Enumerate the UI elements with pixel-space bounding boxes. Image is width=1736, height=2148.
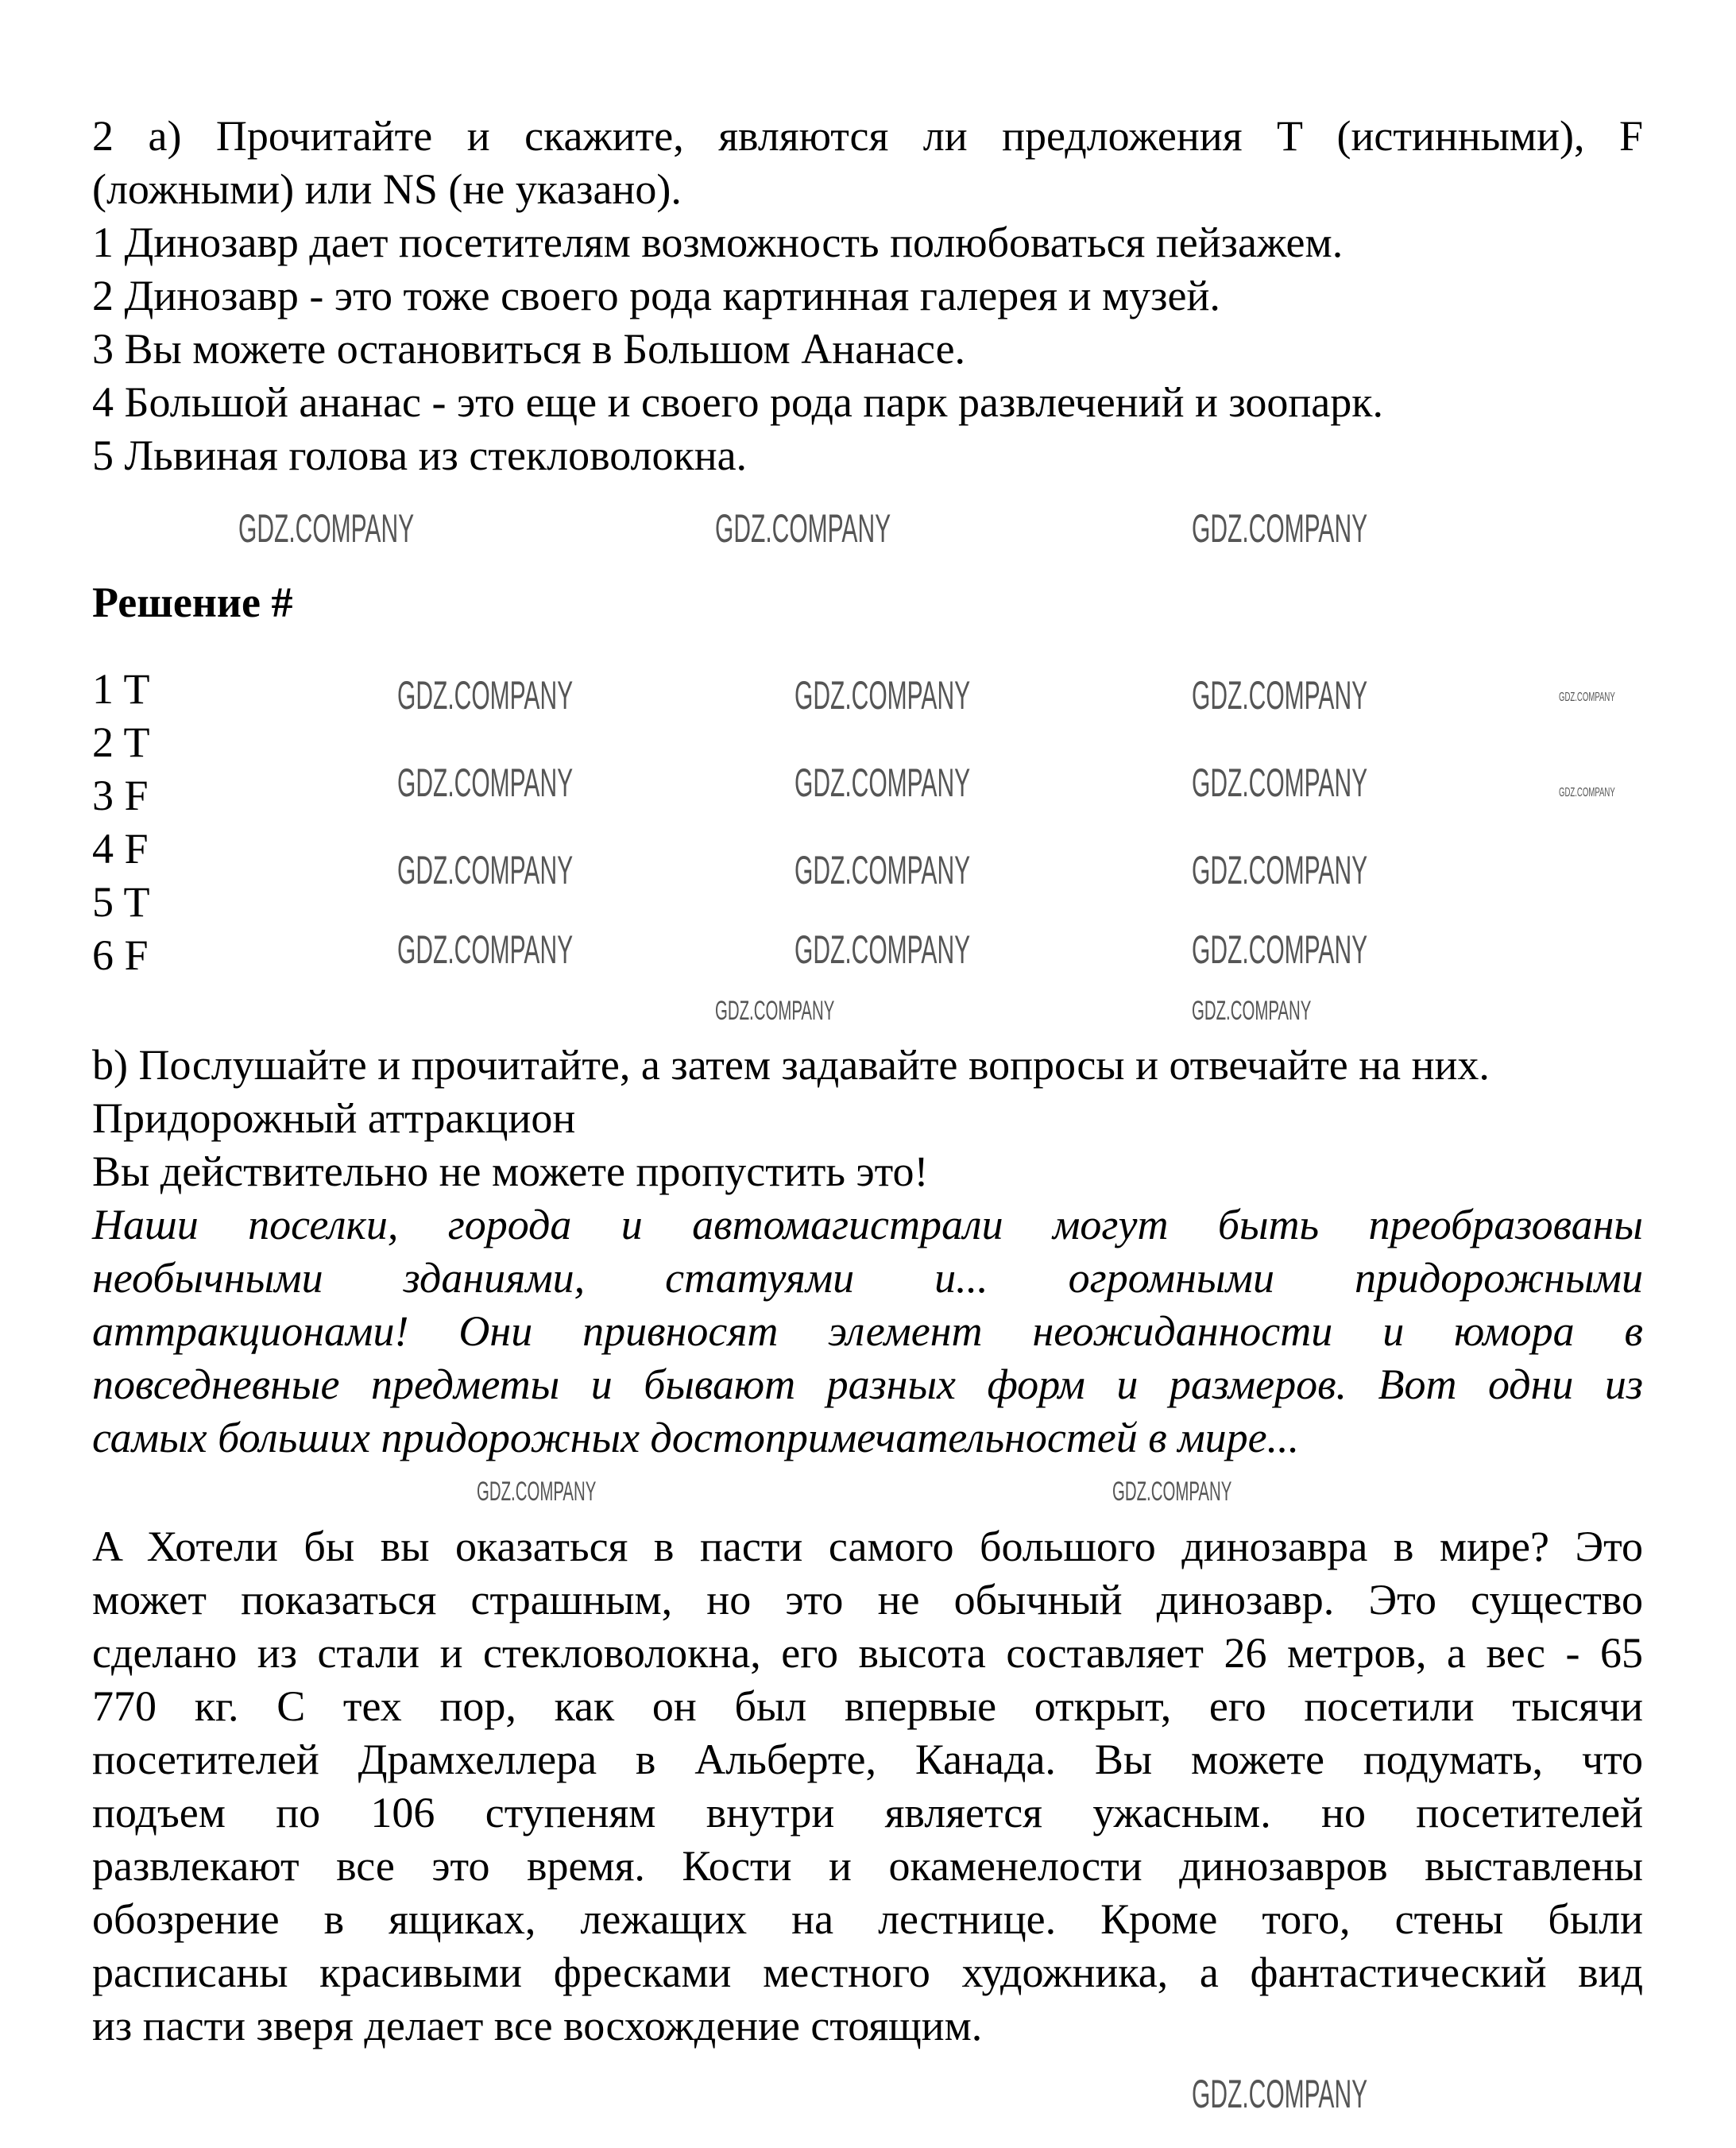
paragraph-line: из пасти зверя делает все восхождение стоящим. xyxy=(92,2002,983,2049)
paragraph-line: 770 кг. С тех пор, как он был впервые открыт, его посетили тысячи xyxy=(92,1682,1643,1730)
statement: 3 Вы можете остановиться в Большом Ананасе. xyxy=(92,325,966,373)
paragraph-line: посетителей Драмхеллера в Альберте, Канада. Вы можете подумать, что xyxy=(92,1736,1643,1783)
statement: 1 Динозавр дает посетителям возможность полюбоваться пейзажем. xyxy=(92,219,1344,266)
answer: 1 T xyxy=(92,665,150,713)
article-intro-line: самых больших придорожных достопримечательностей в мире... xyxy=(92,1414,1300,1461)
article-intro-line: Наши поселки, города и автомагистрали могут быть преобразованы xyxy=(92,1201,1643,1248)
watermark: GDZ.COMPANY xyxy=(1559,691,1615,704)
article-subtitle: Вы действительно не можете пропустить это! xyxy=(92,1148,929,1195)
watermark: GDZ.COMPANY xyxy=(795,848,971,892)
answer: 6 F xyxy=(92,931,149,979)
watermark: GDZ.COMPANY xyxy=(477,1477,597,1507)
watermark: GDZ.COMPANY xyxy=(1112,1477,1232,1507)
paragraph-line: расписаны красивыми фресками местного художника, а фантастический вид xyxy=(92,1949,1643,1996)
watermark: GDZ.COMPANY xyxy=(1192,673,1368,718)
paragraph-line: подъем по 106 ступеням внутри является ужасным. но посетителей xyxy=(92,1789,1643,1836)
watermark: GDZ.COMPANY xyxy=(397,927,574,972)
paragraph-a xyxy=(92,1520,1643,2053)
watermark: GDZ.COMPANY xyxy=(795,927,971,972)
paragraph-line: обозрение в ящиках, лежащих на лестнице. Кроме того, стены были xyxy=(92,1895,1643,1943)
article-intro-line: повседневные предметы и бывают разных форм и размеров. Вот одни из xyxy=(92,1360,1643,1408)
watermark: GDZ.COMPANY xyxy=(1559,786,1615,799)
watermark: GDZ.COMPANY xyxy=(1192,996,1312,1026)
task-a xyxy=(92,110,1643,482)
watermark: GDZ.COMPANY xyxy=(1192,761,1368,805)
watermark: GDZ.COMPANY xyxy=(795,761,971,805)
watermark: GDZ.COMPANY xyxy=(238,506,415,551)
paragraph-line: A Хотели бы вы оказаться в пасти самого большого динозавра в мире? Это xyxy=(92,1523,1643,1570)
statement: 5 Львиная голова из стекловолокна. xyxy=(92,432,748,479)
watermark: GDZ.COMPANY xyxy=(397,761,574,805)
statement: 2 Динозавр - это тоже своего рода картинная галерея и музей. xyxy=(92,272,1220,319)
task-a-intro-line: 2 a) Прочитайте и скажите, являются ли предложения T (истинными), F xyxy=(92,112,1643,160)
answer: 5 T xyxy=(92,878,150,926)
watermark: GDZ.COMPANY xyxy=(1192,506,1368,551)
paragraph-line: развлекают все это время. Кости и окаменелости динозавров выставлены xyxy=(92,1842,1643,1890)
watermark: GDZ.COMPANY xyxy=(795,673,971,718)
watermark: GDZ.COMPANY xyxy=(397,848,574,892)
paragraph-line: может показаться страшным, но это не обычный динозавр. Это существо xyxy=(92,1576,1643,1624)
article-intro-line: необычными зданиями, статуями и... огромными придорожными xyxy=(92,1254,1643,1302)
answer-list xyxy=(92,663,150,982)
article-title: Придорожный аттракцион xyxy=(92,1094,576,1142)
article-intro-line: аттракционами! Они привносят элемент неожиданности и юмора в xyxy=(92,1307,1643,1355)
watermark: GDZ.COMPANY xyxy=(1192,2072,1368,2116)
solution-heading: Решение # xyxy=(92,579,293,626)
watermark: GDZ.COMPANY xyxy=(715,996,835,1026)
watermark: GDZ.COMPANY xyxy=(397,673,574,718)
watermark: GDZ.COMPANY xyxy=(715,506,891,551)
answer: 2 T xyxy=(92,718,150,766)
task-a-intro-line: (ложными) или NS (не указано). xyxy=(92,165,682,213)
watermark: GDZ.COMPANY xyxy=(1192,927,1368,972)
watermark: GDZ.COMPANY xyxy=(1192,848,1368,892)
answer: 3 F xyxy=(92,772,149,819)
task-b-instruction: b) Послушайте и прочитайте, а затем задавайте вопросы и отвечайте на них. xyxy=(92,1041,1490,1089)
paragraph-line: сделано из стали и стекловолокна, его высота составляет 26 метров, а вес - 65 xyxy=(92,1629,1643,1677)
statement: 4 Большой ананас - это еще и своего рода парк развлечений и зоопарк. xyxy=(92,378,1383,426)
answer: 4 F xyxy=(92,825,149,873)
task-b xyxy=(92,1039,1643,1465)
